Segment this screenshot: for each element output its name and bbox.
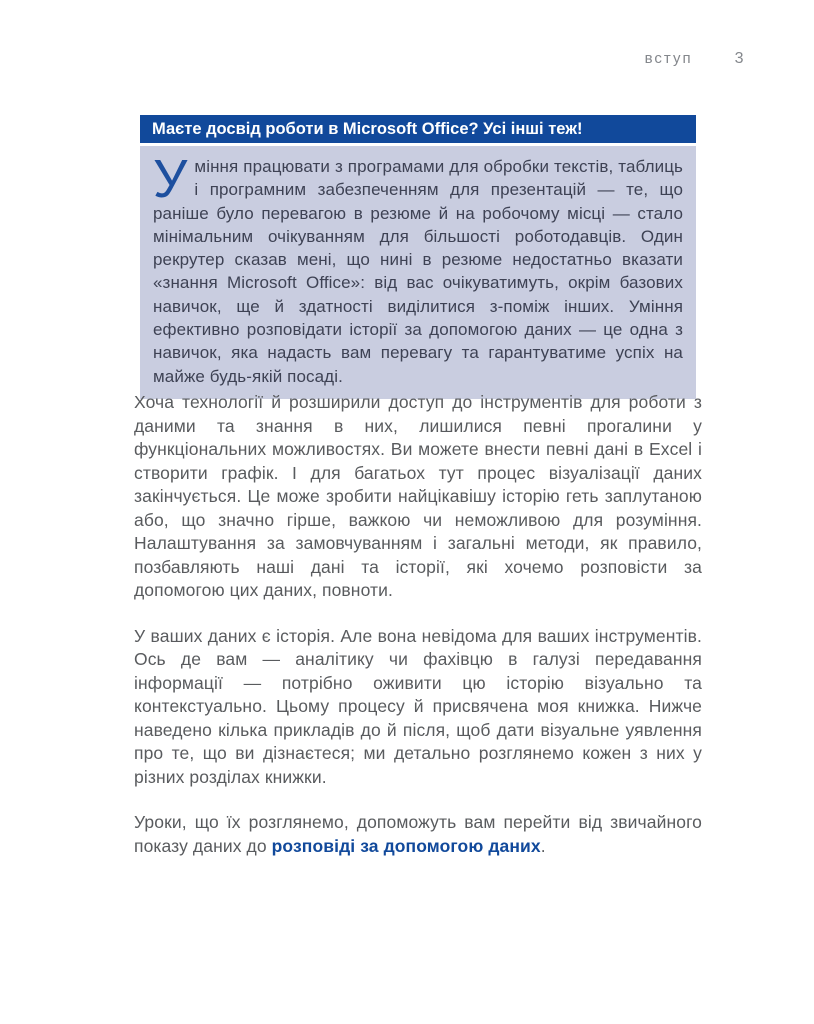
page-number: 3 — [734, 50, 744, 67]
callout-title-bar — [140, 115, 696, 143]
paragraph-2: У ваших даних є історія. Але вона невідома для ваших інструментів. Ось де вам — аналітику чи фахівцю в галузі передавання інформації — потрібно оживити цю історію візуально та контекстуально. Цьому процесу й присвячена моя книжка. Нижче наведено кілька прикладів до й після, щоб дати візуальне уявлення про те, що ви дізнаєтеся; ми детально розглянемо кожен з них у різних розділах книжки. — [134, 625, 702, 787]
paragraph-3 — [134, 811, 702, 858]
closing-lead: Уроки, що їх розглянемо, допоможуть вам перейти від звичайного показу даних до — [134, 812, 702, 856]
callout-paragraph: міння працювати з програмами для обробки текстів, таблиць і програмним забезпеченням для презентацій — те, що раніше було перевагою в резюме й на робочому місці — стало мінімальним очікуванням для більшості роботодавців. Один рекрутер сказав мені, що нині в резюме недостатньо вказати «знання Microsoft Office»: від вас очікуватимуть, окрім базових навичок, ще й здатності виділитися з-поміж інших. Уміння ефективно розповідати історії за допомогою даних — це одна з навичок, яка надасть вам перевагу та гарантуватиме успіх на майже будь-якій посаді. — [153, 157, 683, 386]
closing-tail: . — [540, 835, 546, 856]
body-text — [134, 391, 702, 880]
callout-body — [140, 146, 696, 399]
callout-title: Маєте досвід роботи в Microsoft Office? Усі інші теж! — [152, 120, 583, 138]
closing-emphasis: розповіді за допомогою даних — [271, 835, 541, 856]
dropcap-letter: У — [153, 149, 188, 209]
running-head-section-label: вступ — [644, 50, 693, 67]
running-head — [645, 50, 744, 68]
paragraph-1: Хоча технології й розширили доступ до інструментів для роботи з даними та знання в них, лишилися певні прогалини у функціональних можливостях. Ви можете внести певні дані в Excel і створити графік. І для багатьох тут процес візуалізації даних закінчується. Це може зробити найцікавішу історію геть заплутаною або, що значно гірше, важкою чи неможливою для розуміння. Налаштування за замовчуванням і загальні методи, як правило, позбавляють наші дані та історії, які хочемо розповісти за допомогою цих даних, повноти. — [134, 392, 702, 600]
callout-box — [140, 115, 696, 399]
